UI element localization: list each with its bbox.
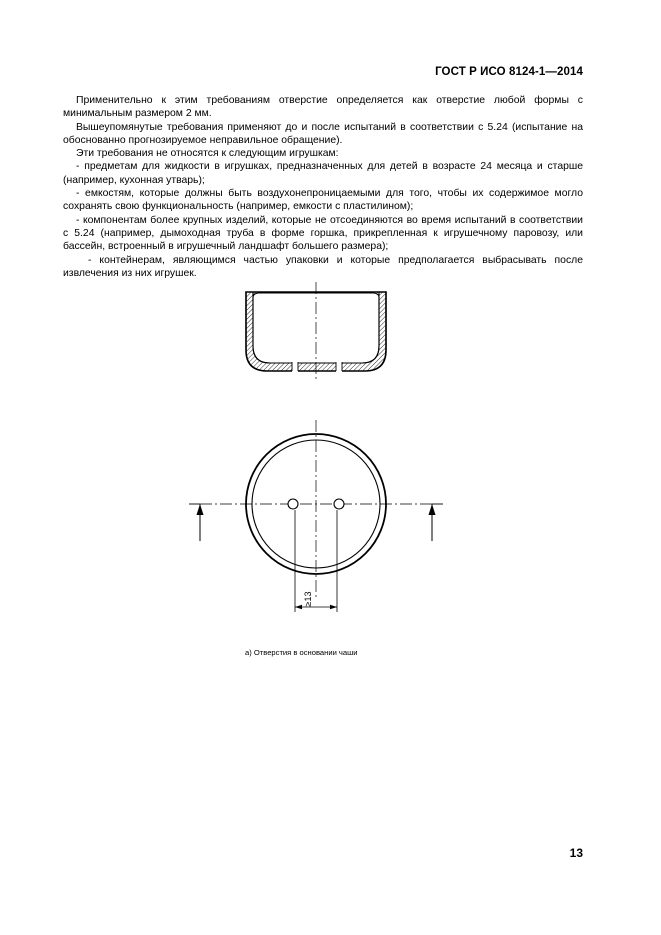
list-item-packaging: - контейнерам, являющимся частью упаковки и которые предполагается выбрасывать после извлечения из них игрушек. — [63, 254, 583, 279]
bowl-plan-view — [200, 420, 432, 598]
paragraph-requirements: Вышеупомянутые требования применяют до и после испытаний в соответствии с 5.24 (испытание на обоснованно прогнозируемое неправильное обращение). — [63, 121, 583, 146]
document-header: ГОСТ Р ИСО 8124-1—2014 — [435, 66, 583, 78]
hole-gap-left — [292, 362, 298, 372]
list-item-components: - компонентам более крупных изделий, которые не отсоединяются во время испытаний в соответствии с 5.24 (например, дымоходная труба в форме горшка, прикрепленная к игрушечному паровозу, или бассейн, встроенный в игрушечный ландшафт большего размера); — [63, 214, 583, 253]
hole-left — [288, 499, 298, 509]
body-text — [63, 94, 583, 280]
paragraph-exceptions-intro: Эти требования не относятся к следующим игрушкам: — [76, 148, 339, 160]
bowl-section-view — [246, 282, 386, 380]
bowl-figure — [0, 280, 661, 670]
list-item-airtight-containers: - емкостям, которые должны быть воздухонепроницаемыми для того, чтобы их содержимое могло сохранять свою функциональность (например, емкости с пластилином); — [63, 188, 583, 213]
hole-right — [334, 499, 344, 509]
section-arrow-right — [429, 504, 444, 541]
hole-gap-right — [336, 362, 342, 372]
paragraph-definition: Применительно к этим требованиям отверстие определяется как отверстие любой формы с минимальным размером 2 мм. — [63, 95, 583, 120]
list-item-liquid-objects: - предметам для жидкости в игрушках, предназначенных для детей в возрасте 24 месяца и старше (например, кухонная утварь); — [63, 161, 583, 186]
dimension-label: ≥13 — [303, 591, 313, 607]
section-arrow-left — [189, 504, 204, 541]
page-number: 13 — [569, 846, 583, 860]
figure-caption: а) Отверстия в основании чаши — [245, 648, 358, 657]
